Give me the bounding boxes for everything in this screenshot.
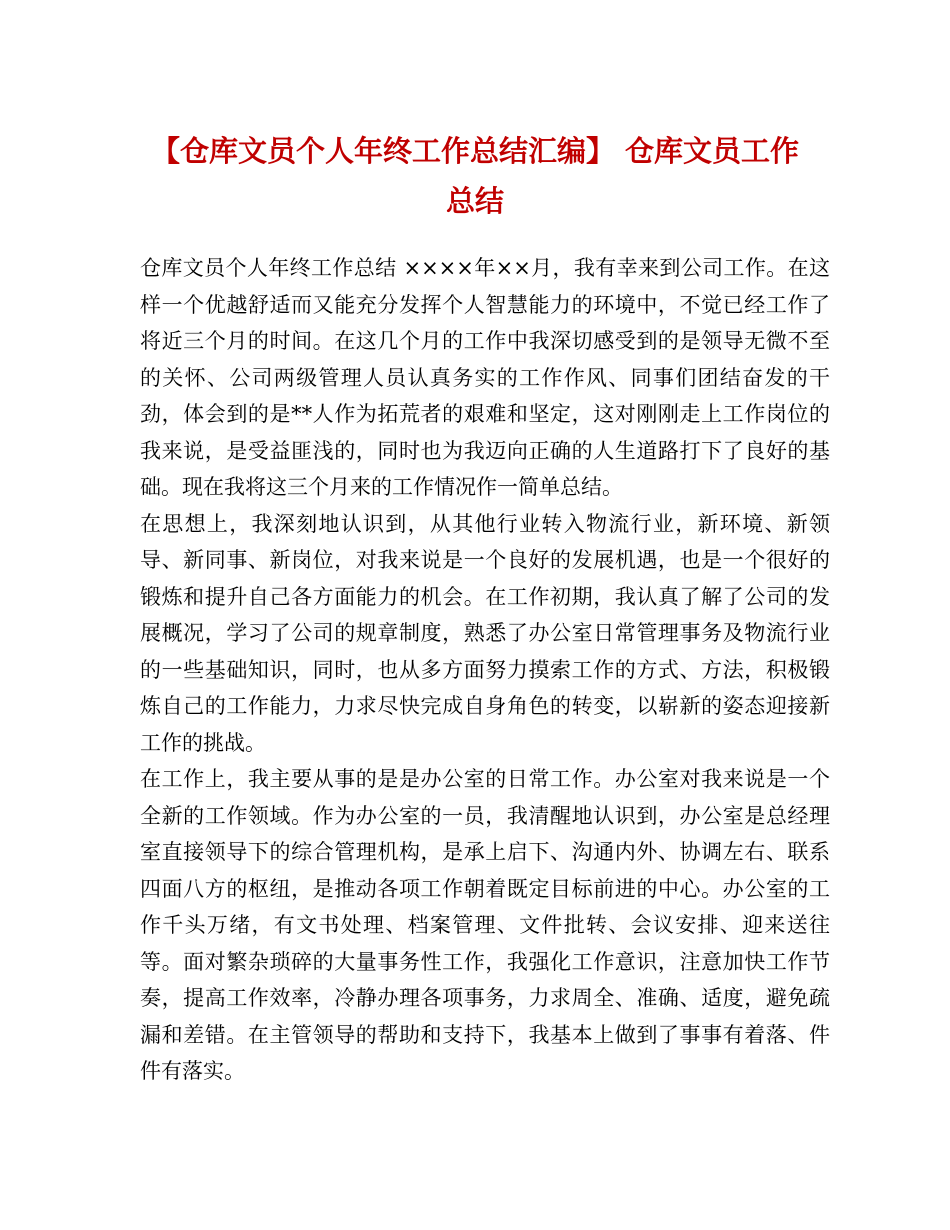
paragraph-thinking: 在思想上，我深刻地认识到，从其他行业转入物流行业，新环境、新领导、新同事、新岗位，对我来说是一个良好的发展机遇，也是一个很好的锻炼和提升自己各方面能力的机会。在工作初期，我认真了解了公司的发展概况，学习了公司的规章制度，熟悉了办公室日常管理事务及物流行业的一些基础知识，同时，也从多方面努力摸索工作的方式、方法，积极锻炼自己的工作能力，力求尽快完成自身角色的转变，以崭新的姿态迎接新工作的挑战。	[140, 511, 830, 755]
document-body	[140, 250, 830, 1090]
paragraph-work: 在工作上，我主要从事的是是办公室的日常工作。办公室对我来说是一个全新的工作领域。作为办公室的一员，我清醒地认识到，办公室是总经理室直接领导下的综合管理机构，是承上启下、沟通内外、协调左右、联系四面八方的枢纽，是推动各项工作朝着既定目标前进的中心。办公室的工作千头万绪，有文书处理、档案管理、文件批转、会议安排、迎来送往等。面对繁杂琐碎的大量事务性工作，我强化工作意识，注意加快工作节奏，提高工作效率，冷静办理各项事务，力求周全、准确、适度，避免疏漏和差错。在主管领导的帮助和支持下，我基本上做到了事事有着落、件件有落实。	[140, 767, 830, 1083]
paragraph-intro: 仓库文员个人年终工作总结 ××××年××月，我有幸来到公司工作。在这样一个优越舒适而又能充分发挥个人智慧能力的环境中，不觉已经工作了将近三个月的时间。在这几个月的工作中我深切感受到的是领导无微不至的关怀、公司两级管理人员认真务实的工作作风、同事们团结奋发的干劲，体会到的是**人作为拓荒者的艰难和坚定，这对刚刚走上工作岗位的我来说，是受益匪浅的，同时也为我迈向正确的人生道路打下了良好的基础。现在我将这三个月来的工作情况作一简单总结。	[140, 256, 830, 499]
document-title: 【仓库文员个人年终工作总结汇编】 仓库文员工作总结	[150, 134, 800, 218]
